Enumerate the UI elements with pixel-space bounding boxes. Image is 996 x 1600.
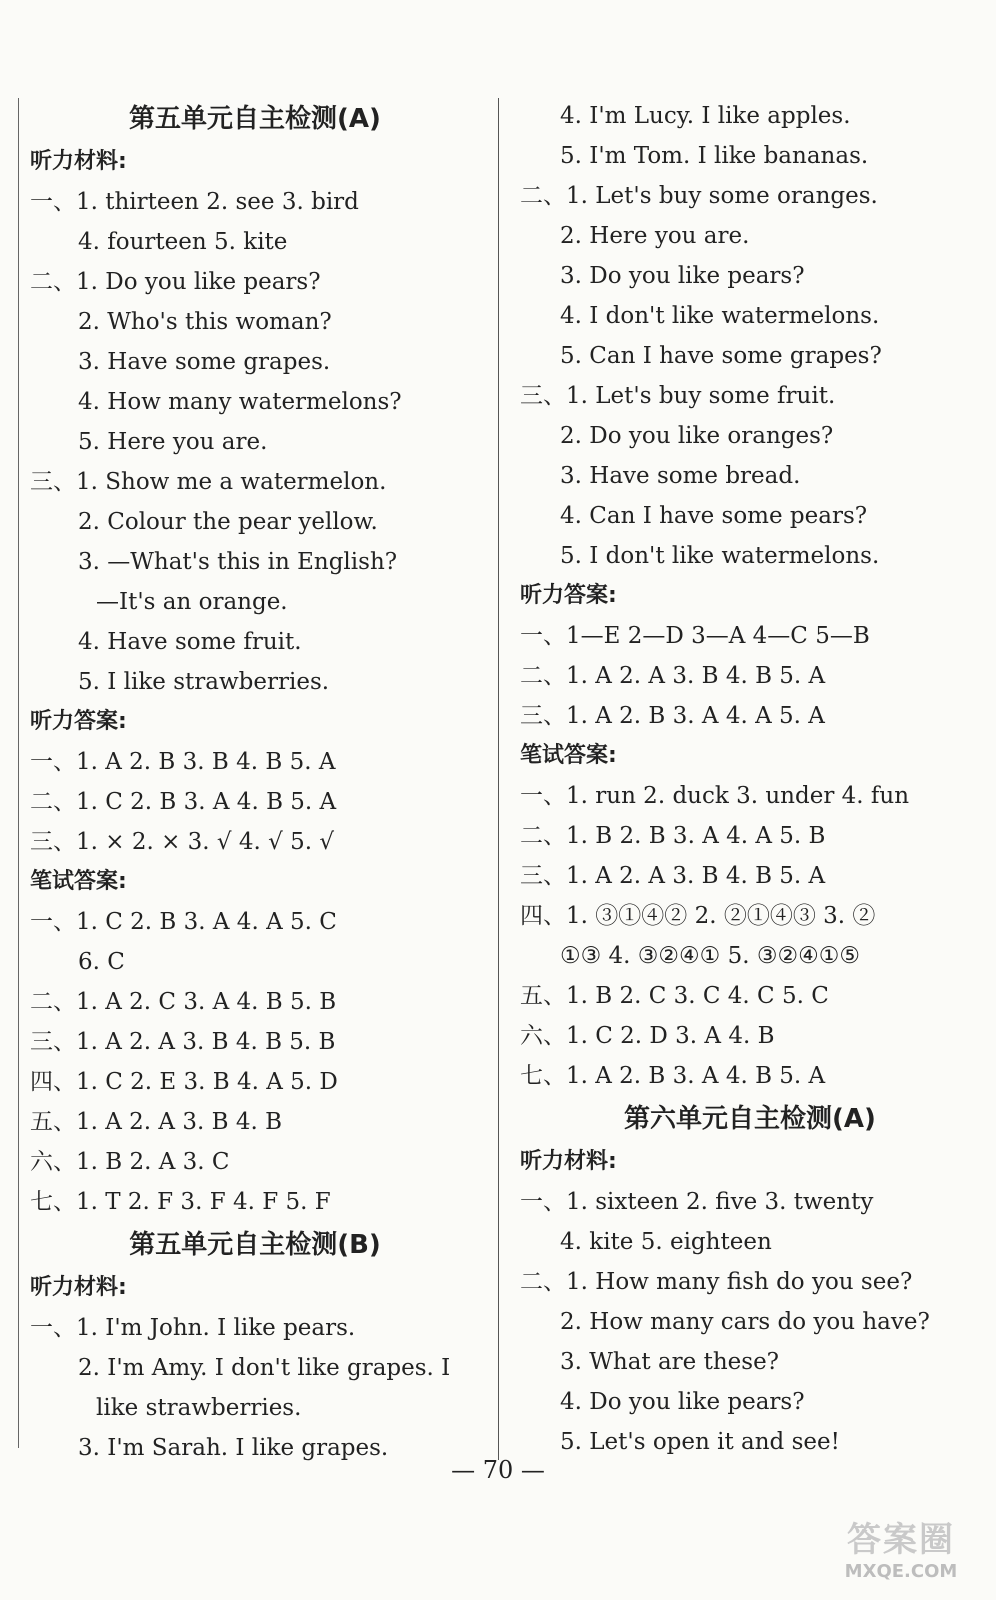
watermark-url: MXQE.COM [844, 1561, 958, 1582]
answer-line: 2. How many cars do you have? [560, 1309, 930, 1335]
listening-material-label: 听力材料: [520, 1149, 617, 1174]
answer-line: 2. Here you are. [560, 223, 750, 249]
answer-line: 2. I'm Amy. I don't like grapes. I [78, 1355, 451, 1381]
answer-line: 三、1. × 2. × 3. √ 4. √ 5. √ [30, 829, 335, 855]
listening-answer-label: 听力答案: [520, 583, 617, 608]
answer-line: 七、1. T 2. F 3. F 4. F 5. F [30, 1189, 331, 1215]
answer-line: 三、1. Let's buy some fruit. [520, 383, 836, 409]
watermark-text: 答案圈 [847, 1520, 955, 1560]
unit5a-heading: 第五单元自主检测(A) [129, 104, 381, 134]
left-margin-rule [18, 98, 19, 1448]
answer-line: 二、1. A 2. A 3. B 4. B 5. A [520, 663, 826, 689]
answer-line: 3. Have some grapes. [78, 349, 331, 375]
written-answer-label: 笔试答案: [30, 869, 127, 894]
answer-line: 一、1. sixteen 2. five 3. twenty [520, 1189, 874, 1215]
unit6a-heading: 第六单元自主检测(A) [624, 1104, 876, 1134]
answer-line: 4. I don't like watermelons. [560, 303, 880, 329]
answer-line: 二、1. Let's buy some oranges. [520, 183, 878, 209]
answer-line: 三、1. A 2. A 3. B 4. B 5. B [30, 1029, 336, 1055]
answer-line: 三、1. A 2. B 3. A 4. A 5. A [520, 703, 825, 729]
answer-line: 3. Do you like pears? [560, 263, 805, 289]
watermark-logo [816, 1512, 986, 1582]
answer-line: 七、1. A 2. B 3. A 4. B 5. A [520, 1063, 826, 1089]
left-column [30, 96, 480, 1468]
answer-line: —It's an orange. [96, 589, 288, 615]
answer-line: 4. I'm Lucy. I like apples. [560, 103, 851, 129]
answer-line: 四、1. ③①④② 2. ②①④③ 3. ② [520, 903, 876, 929]
answer-line: 3. What are these? [560, 1349, 780, 1375]
answer-line: 一、1. thirteen 2. see 3. bird [30, 189, 359, 215]
answer-line: 4. Have some fruit. [78, 629, 302, 655]
answer-line: 2. Do you like oranges? [560, 423, 834, 449]
answer-line: 5. I like strawberries. [78, 669, 330, 695]
answer-line: 二、1. Do you like pears? [30, 269, 321, 295]
listening-material-label: 听力材料: [30, 149, 127, 174]
answer-line: 5. Can I have some grapes? [560, 343, 882, 369]
answer-line: 4. Can I have some pears? [560, 503, 868, 529]
unit5b-heading: 第五单元自主检测(B) [129, 1230, 381, 1260]
column-divider [498, 98, 499, 1460]
answer-line: like strawberries. [96, 1395, 302, 1421]
answer-line: 一、1—E 2—D 3—A 4—C 5—B [520, 623, 870, 649]
answer-line: 一、1. run 2. duck 3. under 4. fun [520, 783, 910, 809]
answer-line: 5. I don't like watermelons. [560, 543, 880, 569]
answer-line: 3. I'm Sarah. I like grapes. [78, 1435, 389, 1461]
answer-line: 二、1. C 2. B 3. A 4. B 5. A [30, 789, 337, 815]
answer-line: 五、1. A 2. A 3. B 4. B [30, 1109, 282, 1135]
answer-line: ①③ 4. ③②④① 5. ③②④①⑤ [560, 943, 860, 969]
answer-line: 二、1. B 2. B 3. A 4. A 5. B [520, 823, 826, 849]
answer-line: 三、1. A 2. A 3. B 4. B 5. A [520, 863, 826, 889]
answer-line: 5. Here you are. [78, 429, 268, 455]
answer-line: 一、1. C 2. B 3. A 4. A 5. C [30, 909, 337, 935]
answer-line: 5. Let's open it and see! [560, 1429, 840, 1455]
answer-line: 4. How many watermelons? [78, 389, 402, 415]
answer-line: 四、1. C 2. E 3. B 4. A 5. D [30, 1069, 338, 1095]
page-number: — 70 — [451, 1456, 545, 1484]
answer-line: 2. Colour the pear yellow. [78, 509, 378, 535]
answer-line: 二、1. How many fish do you see? [520, 1269, 913, 1295]
answer-line: 一、1. I'm John. I like pears. [30, 1315, 356, 1341]
answer-line: 3. —What's this in English? [78, 549, 398, 575]
answer-line: 4. Do you like pears? [560, 1389, 805, 1415]
answer-line: 3. Have some bread. [560, 463, 801, 489]
listening-answer-label: 听力答案: [30, 709, 127, 734]
answer-line: 5. I'm Tom. I like bananas. [560, 143, 869, 169]
answer-line: 4. kite 5. eighteen [560, 1229, 772, 1255]
answer-line: 六、1. C 2. D 3. A 4. B [520, 1023, 775, 1049]
answer-line: 4. fourteen 5. kite [78, 229, 288, 255]
answer-line: 2. Who's this woman? [78, 309, 332, 335]
answer-line: 二、1. A 2. C 3. A 4. B 5. B [30, 989, 337, 1015]
written-answer-label: 笔试答案: [520, 743, 617, 768]
answer-line: 一、1. A 2. B 3. B 4. B 5. A [30, 749, 336, 775]
answer-line: 6. C [78, 949, 125, 975]
answer-line: 五、1. B 2. C 3. C 4. C 5. C [520, 983, 829, 1009]
listening-material-label: 听力材料: [30, 1275, 127, 1300]
answer-line: 六、1. B 2. A 3. C [30, 1149, 230, 1175]
answer-line: 三、1. Show me a watermelon. [30, 469, 387, 495]
right-column [520, 96, 980, 1462]
